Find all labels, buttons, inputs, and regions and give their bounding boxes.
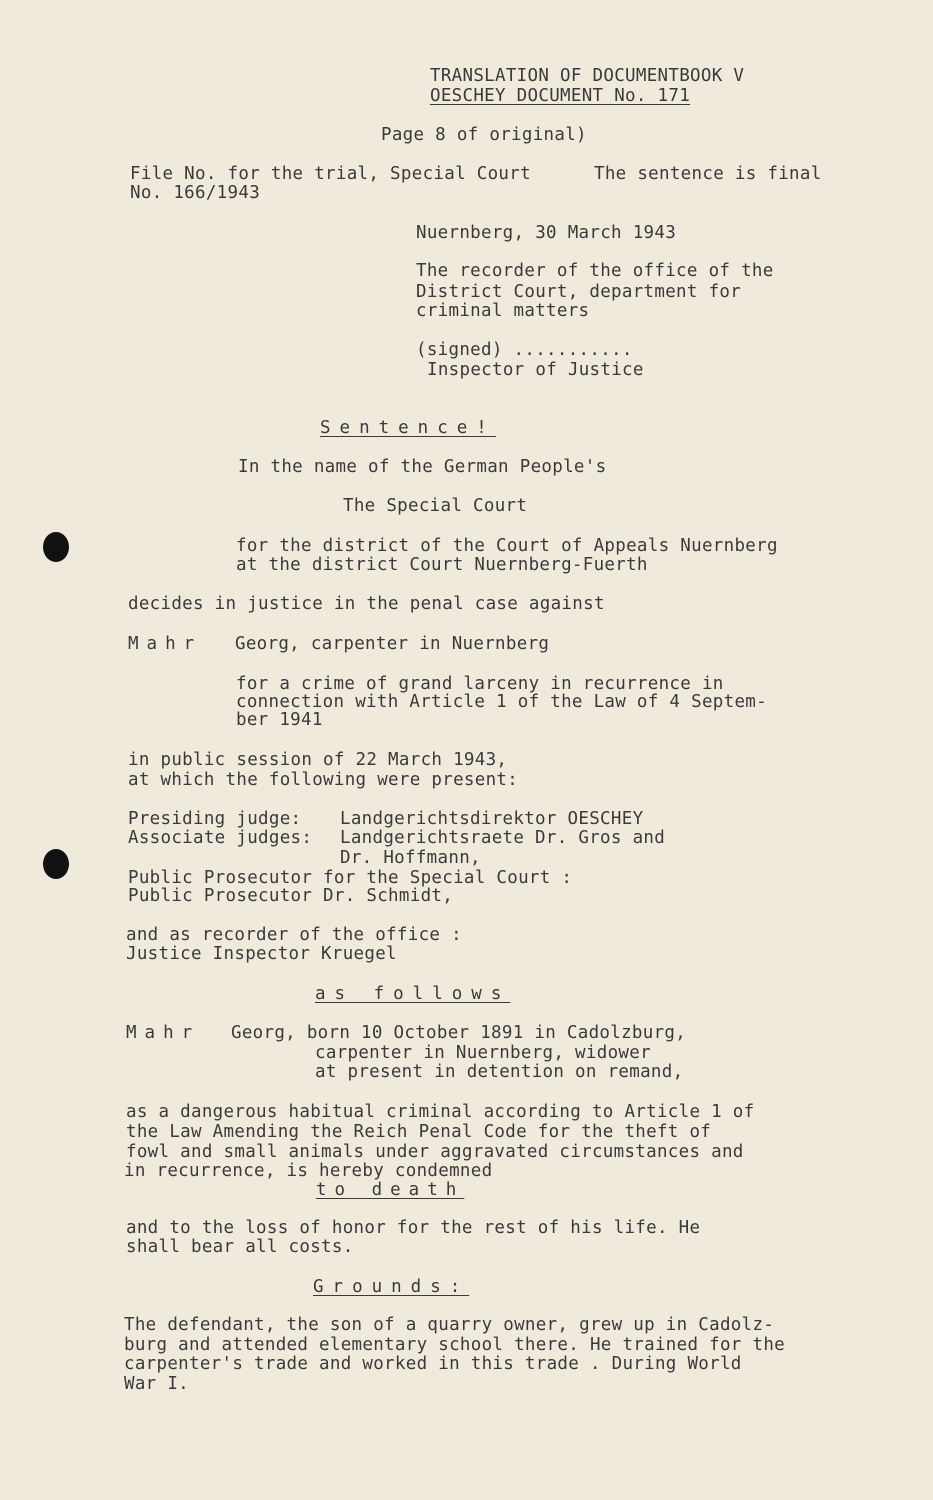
header-line-1: TRANSLATION OF DOCUMENTBOOK V <box>430 66 745 86</box>
sentence-heading: Sentence! <box>320 418 496 438</box>
recorder-office-line-1: and as recorder of the office : <box>126 925 462 945</box>
session-line-2: at which the following were present: <box>128 770 519 790</box>
to-death-heading: to death <box>316 1180 465 1200</box>
defendant-detail-surname: Mahr <box>126 1023 201 1043</box>
crime-line-2: connection with Article 1 of the Law of 4 Septem- <box>236 692 767 712</box>
grounds-heading: Grounds: <box>313 1277 470 1297</box>
loss-of-honor-line-1: and to the loss of honor for the rest of his life. He <box>126 1218 701 1238</box>
crime-line-1: for a crime of grand larceny in recurrence in <box>236 674 724 694</box>
defendant-description: Georg, carpenter in Nuernberg <box>235 634 550 654</box>
condemnation-line-4: in recurrence, is hereby condemned <box>124 1161 493 1181</box>
crime-line-3: ber 1941 <box>236 710 323 730</box>
grounds-line-4: War I. <box>124 1374 190 1394</box>
associate-judges-value-2: Dr. Hoffmann, <box>340 848 481 868</box>
recorder-line-2: District Court, department for <box>416 282 742 302</box>
prosecutor-line-2: Public Prosecutor Dr. Schmidt, <box>128 886 454 906</box>
in-the-name-line: In the name of the German People's <box>238 457 607 477</box>
recorder-line-1: The recorder of the office of the <box>416 261 774 281</box>
punch-hole-top <box>43 532 69 562</box>
as-follows-heading: as follows <box>315 984 511 1004</box>
condemnation-line-3: fowl and small animals under aggravated circumstances and <box>126 1142 744 1162</box>
recorder-line-3: criminal matters <box>416 301 590 321</box>
place-date: Nuernberg, 30 March 1943 <box>416 223 677 243</box>
defendant-detail-line-1: Georg, born 10 October 1891 in Cadolzburg, <box>231 1023 687 1043</box>
special-court-line: The Special Court <box>343 496 528 516</box>
associate-judges-label: Associate judges: <box>128 828 313 848</box>
associate-judges-value-1: Landgerichtsraete Dr. Gros and <box>340 828 666 848</box>
defendant-detail-line-3: at present in detention on remand, <box>315 1062 684 1082</box>
decides-line: decides in justice in the penal case against <box>128 594 605 614</box>
court-district-line-2: at the district Court Nuernberg-Fuerth <box>236 555 648 575</box>
signature-line: (signed) ........... <box>416 340 633 360</box>
presiding-judge-value: Landgerichtsdirektor OESCHEY <box>340 809 644 829</box>
header-line-2: OESCHEY DOCUMENT No. 171 <box>430 86 691 106</box>
recorder-office-line-2: Justice Inspector Kruegel <box>126 944 397 964</box>
condemnation-line-1: as a dangerous habitual criminal according to Article 1 of <box>126 1102 755 1122</box>
file-number-value: No. 166/1943 <box>130 183 261 203</box>
sentence-final-note: The sentence is final <box>594 164 822 184</box>
grounds-line-2: burg and attended elementary school there. He trained for the <box>124 1335 785 1355</box>
page-reference: Page 8 of original) <box>381 125 587 145</box>
court-district-line-1: for the district of the Court of Appeals Nuernberg <box>236 536 778 556</box>
grounds-line-3: carpenter's trade and worked in this trade . During World <box>124 1354 742 1374</box>
session-line-1: in public session of 22 March 1943, <box>128 750 508 770</box>
grounds-line-1: The defendant, the son of a quarry owner, grew up in Cadolz- <box>124 1315 775 1335</box>
punch-hole-bottom <box>43 849 69 879</box>
defendant-detail-line-2: carpenter in Nuernberg, widower <box>315 1043 651 1063</box>
loss-of-honor-line-2: shall bear all costs. <box>126 1237 354 1257</box>
condemnation-line-2: the Law Amending the Reich Penal Code for the theft of <box>126 1122 712 1142</box>
file-number-label: File No. for the trial, Special Court <box>130 164 531 184</box>
presiding-judge-label: Presiding judge: <box>128 809 302 829</box>
prosecutor-line-1: Public Prosecutor for the Special Court : <box>128 868 573 888</box>
signature-title: Inspector of Justice <box>427 360 644 380</box>
defendant-surname: Mahr <box>128 634 203 654</box>
